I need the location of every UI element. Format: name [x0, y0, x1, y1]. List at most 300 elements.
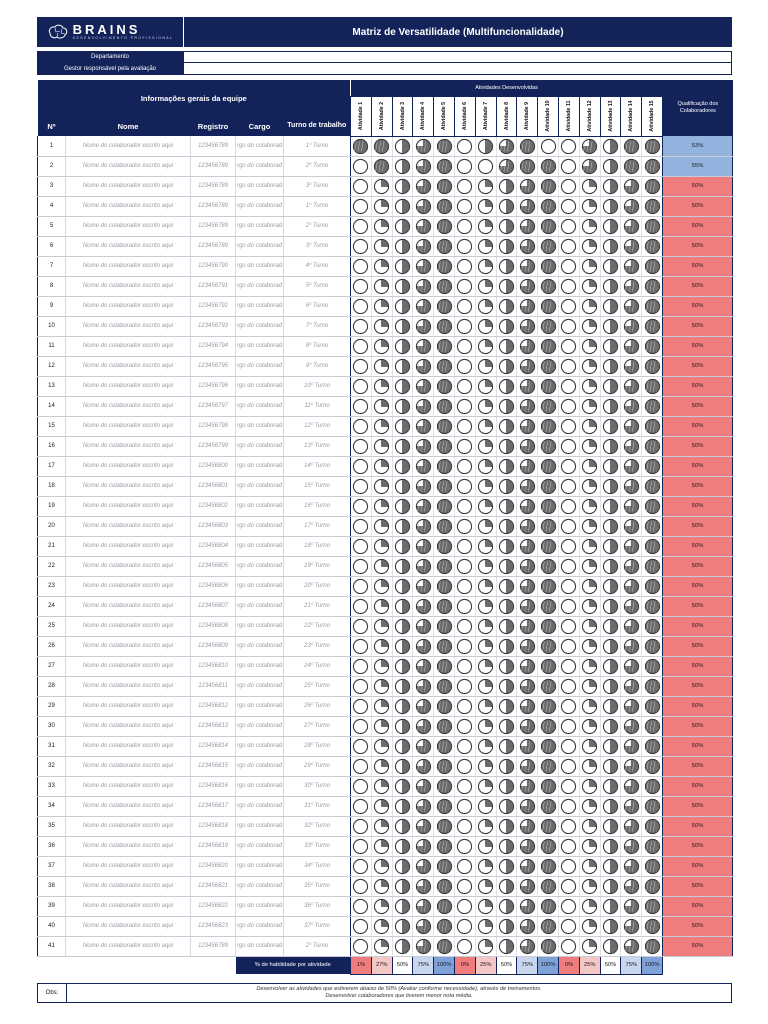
- skill-cell-activity-7[interactable]: [475, 136, 496, 156]
- skill-cell-activity-13[interactable]: [600, 136, 621, 156]
- skill-cell-activity-10[interactable]: [538, 836, 559, 856]
- employee-registration[interactable]: 123456815: [191, 756, 236, 776]
- employee-role[interactable]: rgo do colaborad: [236, 436, 284, 456]
- skill-cell-activity-15[interactable]: [642, 916, 663, 936]
- skill-cell-activity-3[interactable]: [392, 856, 413, 876]
- skill-cell-activity-15[interactable]: [642, 316, 663, 336]
- skill-cell-activity-6[interactable]: [455, 496, 476, 516]
- skill-cell-activity-13[interactable]: [600, 576, 621, 596]
- skill-cell-activity-14[interactable]: [621, 856, 642, 876]
- skill-cell-activity-7[interactable]: [475, 916, 496, 936]
- skill-cell-activity-15[interactable]: [642, 716, 663, 736]
- skill-cell-activity-8[interactable]: [496, 676, 517, 696]
- employee-shift[interactable]: 9º Turno: [284, 356, 351, 376]
- skill-cell-activity-2[interactable]: [371, 216, 392, 236]
- skill-cell-activity-12[interactable]: [579, 156, 600, 176]
- skill-cell-activity-5[interactable]: [434, 496, 455, 516]
- skill-cell-activity-7[interactable]: [475, 616, 496, 636]
- skill-cell-activity-3[interactable]: [392, 796, 413, 816]
- skill-cell-activity-1[interactable]: [351, 676, 372, 696]
- skill-cell-activity-7[interactable]: [475, 416, 496, 436]
- skill-cell-activity-2[interactable]: [371, 636, 392, 656]
- skill-cell-activity-1[interactable]: [351, 856, 372, 876]
- skill-cell-activity-14[interactable]: [621, 196, 642, 216]
- employee-shift[interactable]: 6º Turno: [284, 296, 351, 316]
- skill-cell-activity-11[interactable]: [559, 476, 580, 496]
- employee-name[interactable]: Nome do colaborador escrito aqui: [66, 916, 191, 936]
- skill-cell-activity-9[interactable]: [517, 496, 538, 516]
- skill-cell-activity-9[interactable]: [517, 416, 538, 436]
- skill-cell-activity-13[interactable]: [600, 556, 621, 576]
- skill-cell-activity-1[interactable]: [351, 656, 372, 676]
- employee-registration[interactable]: 123456823: [191, 916, 236, 936]
- skill-cell-activity-8[interactable]: [496, 416, 517, 436]
- skill-cell-activity-2[interactable]: [371, 816, 392, 836]
- skill-cell-activity-1[interactable]: [351, 816, 372, 836]
- employee-name[interactable]: Nome do colaborador escrito aqui: [66, 416, 191, 436]
- skill-cell-activity-5[interactable]: [434, 696, 455, 716]
- skill-cell-activity-2[interactable]: [371, 596, 392, 616]
- skill-cell-activity-5[interactable]: [434, 716, 455, 736]
- skill-cell-activity-10[interactable]: [538, 916, 559, 936]
- employee-shift[interactable]: 24º Turno: [284, 656, 351, 676]
- skill-cell-activity-1[interactable]: [351, 436, 372, 456]
- skill-cell-activity-15[interactable]: [642, 396, 663, 416]
- skill-cell-activity-4[interactable]: [413, 876, 434, 896]
- skill-cell-activity-12[interactable]: [579, 636, 600, 656]
- skill-cell-activity-12[interactable]: [579, 476, 600, 496]
- skill-cell-activity-11[interactable]: [559, 636, 580, 656]
- employee-registration[interactable]: 123456789: [191, 176, 236, 196]
- skill-cell-activity-1[interactable]: [351, 216, 372, 236]
- skill-cell-activity-5[interactable]: [434, 476, 455, 496]
- skill-cell-activity-4[interactable]: [413, 596, 434, 616]
- skill-cell-activity-2[interactable]: [371, 836, 392, 856]
- skill-cell-activity-3[interactable]: [392, 396, 413, 416]
- employee-name[interactable]: Nome do colaborador escrito aqui: [66, 276, 191, 296]
- skill-cell-activity-9[interactable]: [517, 176, 538, 196]
- employee-role[interactable]: rgo do colaborad: [236, 836, 284, 856]
- employee-role[interactable]: rgo do colaborad: [236, 856, 284, 876]
- skill-cell-activity-12[interactable]: [579, 596, 600, 616]
- skill-cell-activity-14[interactable]: [621, 736, 642, 756]
- skill-cell-activity-5[interactable]: [434, 536, 455, 556]
- employee-shift[interactable]: 5º Turno: [284, 276, 351, 296]
- skill-cell-activity-13[interactable]: [600, 736, 621, 756]
- skill-cell-activity-11[interactable]: [559, 776, 580, 796]
- skill-cell-activity-15[interactable]: [642, 876, 663, 896]
- employee-registration[interactable]: 123456807: [191, 596, 236, 616]
- skill-cell-activity-8[interactable]: [496, 236, 517, 256]
- skill-cell-activity-12[interactable]: [579, 296, 600, 316]
- skill-cell-activity-11[interactable]: [559, 856, 580, 876]
- employee-shift[interactable]: 28º Turno: [284, 736, 351, 756]
- employee-shift[interactable]: 1º Turno: [284, 196, 351, 216]
- skill-cell-activity-9[interactable]: [517, 556, 538, 576]
- skill-cell-activity-6[interactable]: [455, 196, 476, 216]
- employee-shift[interactable]: 18º Turno: [284, 536, 351, 556]
- skill-cell-activity-10[interactable]: [538, 516, 559, 536]
- skill-cell-activity-8[interactable]: [496, 276, 517, 296]
- skill-cell-activity-13[interactable]: [600, 396, 621, 416]
- skill-cell-activity-13[interactable]: [600, 916, 621, 936]
- employee-registration[interactable]: 123456789: [191, 936, 236, 956]
- employee-name[interactable]: Nome do colaborador escrito aqui: [66, 596, 191, 616]
- employee-role[interactable]: rgo do colaborad: [236, 476, 284, 496]
- employee-shift[interactable]: 35º Turno: [284, 876, 351, 896]
- employee-shift[interactable]: 29º Turno: [284, 756, 351, 776]
- skill-cell-activity-10[interactable]: [538, 176, 559, 196]
- skill-cell-activity-11[interactable]: [559, 196, 580, 216]
- skill-cell-activity-6[interactable]: [455, 736, 476, 756]
- skill-cell-activity-7[interactable]: [475, 836, 496, 856]
- skill-cell-activity-13[interactable]: [600, 436, 621, 456]
- skill-cell-activity-15[interactable]: [642, 376, 663, 396]
- skill-cell-activity-5[interactable]: [434, 856, 455, 876]
- skill-cell-activity-11[interactable]: [559, 236, 580, 256]
- employee-name[interactable]: Nome do colaborador escrito aqui: [66, 536, 191, 556]
- skill-cell-activity-5[interactable]: [434, 416, 455, 436]
- employee-name[interactable]: Nome do colaborador escrito aqui: [66, 656, 191, 676]
- skill-cell-activity-1[interactable]: [351, 736, 372, 756]
- skill-cell-activity-4[interactable]: [413, 236, 434, 256]
- employee-role[interactable]: rgo do colaborad: [236, 496, 284, 516]
- skill-cell-activity-10[interactable]: [538, 596, 559, 616]
- skill-cell-activity-6[interactable]: [455, 456, 476, 476]
- skill-cell-activity-15[interactable]: [642, 556, 663, 576]
- skill-cell-activity-11[interactable]: [559, 676, 580, 696]
- skill-cell-activity-12[interactable]: [579, 456, 600, 476]
- skill-cell-activity-10[interactable]: [538, 756, 559, 776]
- skill-cell-activity-7[interactable]: [475, 336, 496, 356]
- skill-cell-activity-15[interactable]: [642, 516, 663, 536]
- employee-registration[interactable]: 123456793: [191, 316, 236, 336]
- skill-cell-activity-9[interactable]: [517, 516, 538, 536]
- skill-cell-activity-6[interactable]: [455, 696, 476, 716]
- skill-cell-activity-4[interactable]: [413, 896, 434, 916]
- employee-name[interactable]: Nome do colaborador escrito aqui: [66, 616, 191, 636]
- skill-cell-activity-10[interactable]: [538, 816, 559, 836]
- skill-cell-activity-11[interactable]: [559, 496, 580, 516]
- employee-name[interactable]: Nome do colaborador escrito aqui: [66, 856, 191, 876]
- employee-shift[interactable]: 11º Turno: [284, 396, 351, 416]
- employee-registration[interactable]: 123456811: [191, 676, 236, 696]
- skill-cell-activity-11[interactable]: [559, 716, 580, 736]
- skill-cell-activity-7[interactable]: [475, 776, 496, 796]
- employee-name[interactable]: Nome do colaborador escrito aqui: [66, 196, 191, 216]
- skill-cell-activity-15[interactable]: [642, 456, 663, 476]
- skill-cell-activity-11[interactable]: [559, 876, 580, 896]
- skill-cell-activity-13[interactable]: [600, 336, 621, 356]
- employee-role[interactable]: rgo do colaborad: [236, 316, 284, 336]
- skill-cell-activity-1[interactable]: [351, 556, 372, 576]
- employee-registration[interactable]: 123456806: [191, 576, 236, 596]
- skill-cell-activity-13[interactable]: [600, 276, 621, 296]
- skill-cell-activity-14[interactable]: [621, 176, 642, 196]
- skill-cell-activity-12[interactable]: [579, 176, 600, 196]
- skill-cell-activity-9[interactable]: [517, 896, 538, 916]
- skill-cell-activity-2[interactable]: [371, 276, 392, 296]
- skill-cell-activity-3[interactable]: [392, 256, 413, 276]
- skill-cell-activity-1[interactable]: [351, 576, 372, 596]
- skill-cell-activity-6[interactable]: [455, 856, 476, 876]
- employee-role[interactable]: rgo do colaborad: [236, 656, 284, 676]
- skill-cell-activity-6[interactable]: [455, 516, 476, 536]
- skill-cell-activity-3[interactable]: [392, 636, 413, 656]
- skill-cell-activity-1[interactable]: [351, 916, 372, 936]
- skill-cell-activity-13[interactable]: [600, 536, 621, 556]
- skill-cell-activity-15[interactable]: [642, 816, 663, 836]
- skill-cell-activity-12[interactable]: [579, 796, 600, 816]
- skill-cell-activity-6[interactable]: [455, 836, 476, 856]
- skill-cell-activity-6[interactable]: [455, 816, 476, 836]
- skill-cell-activity-2[interactable]: [371, 616, 392, 636]
- employee-name[interactable]: Nome do colaborador escrito aqui: [66, 376, 191, 396]
- employee-role[interactable]: rgo do colaborad: [236, 216, 284, 236]
- employee-shift[interactable]: 21º Turno: [284, 596, 351, 616]
- skill-cell-activity-5[interactable]: [434, 796, 455, 816]
- skill-cell-activity-3[interactable]: [392, 836, 413, 856]
- skill-cell-activity-12[interactable]: [579, 916, 600, 936]
- skill-cell-activity-14[interactable]: [621, 496, 642, 516]
- skill-cell-activity-14[interactable]: [621, 296, 642, 316]
- skill-cell-activity-10[interactable]: [538, 716, 559, 736]
- skill-cell-activity-5[interactable]: [434, 676, 455, 696]
- employee-name[interactable]: Nome do colaborador escrito aqui: [66, 736, 191, 756]
- skill-cell-activity-4[interactable]: [413, 176, 434, 196]
- skill-cell-activity-12[interactable]: [579, 676, 600, 696]
- skill-cell-activity-11[interactable]: [559, 916, 580, 936]
- employee-name[interactable]: Nome do colaborador escrito aqui: [66, 256, 191, 276]
- skill-cell-activity-1[interactable]: [351, 796, 372, 816]
- skill-cell-activity-1[interactable]: [351, 176, 372, 196]
- skill-cell-activity-11[interactable]: [559, 336, 580, 356]
- skill-cell-activity-5[interactable]: [434, 216, 455, 236]
- skill-cell-activity-5[interactable]: [434, 376, 455, 396]
- skill-cell-activity-6[interactable]: [455, 236, 476, 256]
- employee-shift[interactable]: 15º Turno: [284, 476, 351, 496]
- skill-cell-activity-11[interactable]: [559, 816, 580, 836]
- skill-cell-activity-8[interactable]: [496, 616, 517, 636]
- skill-cell-activity-10[interactable]: [538, 656, 559, 676]
- skill-cell-activity-12[interactable]: [579, 736, 600, 756]
- skill-cell-activity-14[interactable]: [621, 936, 642, 956]
- skill-cell-activity-5[interactable]: [434, 876, 455, 896]
- skill-cell-activity-15[interactable]: [642, 336, 663, 356]
- skill-cell-activity-7[interactable]: [475, 636, 496, 656]
- employee-role[interactable]: rgo do colaborad: [236, 336, 284, 356]
- skill-cell-activity-2[interactable]: [371, 196, 392, 216]
- skill-cell-activity-4[interactable]: [413, 336, 434, 356]
- skill-cell-activity-3[interactable]: [392, 676, 413, 696]
- employee-shift[interactable]: 26º Turno: [284, 696, 351, 716]
- skill-cell-activity-14[interactable]: [621, 796, 642, 816]
- employee-name[interactable]: Nome do colaborador escrito aqui: [66, 336, 191, 356]
- employee-shift[interactable]: 13º Turno: [284, 436, 351, 456]
- employee-shift[interactable]: 33º Turno: [284, 836, 351, 856]
- employee-role[interactable]: rgo do colaborad: [236, 696, 284, 716]
- skill-cell-activity-4[interactable]: [413, 436, 434, 456]
- skill-cell-activity-15[interactable]: [642, 296, 663, 316]
- skill-cell-activity-6[interactable]: [455, 776, 476, 796]
- skill-cell-activity-5[interactable]: [434, 436, 455, 456]
- skill-cell-activity-15[interactable]: [642, 276, 663, 296]
- skill-cell-activity-8[interactable]: [496, 396, 517, 416]
- employee-shift[interactable]: 3º Turno: [284, 236, 351, 256]
- skill-cell-activity-6[interactable]: [455, 276, 476, 296]
- skill-cell-activity-4[interactable]: [413, 696, 434, 716]
- employee-role[interactable]: rgo do colaborad: [236, 636, 284, 656]
- skill-cell-activity-11[interactable]: [559, 796, 580, 816]
- skill-cell-activity-11[interactable]: [559, 896, 580, 916]
- skill-cell-activity-14[interactable]: [621, 716, 642, 736]
- skill-cell-activity-5[interactable]: [434, 776, 455, 796]
- skill-cell-activity-12[interactable]: [579, 616, 600, 636]
- skill-cell-activity-4[interactable]: [413, 556, 434, 576]
- skill-cell-activity-2[interactable]: [371, 776, 392, 796]
- skill-cell-activity-8[interactable]: [496, 576, 517, 596]
- skill-cell-activity-8[interactable]: [496, 156, 517, 176]
- skill-cell-activity-8[interactable]: [496, 296, 517, 316]
- skill-cell-activity-13[interactable]: [600, 236, 621, 256]
- skill-cell-activity-8[interactable]: [496, 896, 517, 916]
- skill-cell-activity-7[interactable]: [475, 856, 496, 876]
- skill-cell-activity-13[interactable]: [600, 456, 621, 476]
- skill-cell-activity-4[interactable]: [413, 616, 434, 636]
- skill-cell-activity-2[interactable]: [371, 316, 392, 336]
- skill-cell-activity-11[interactable]: [559, 656, 580, 676]
- skill-cell-activity-13[interactable]: [600, 836, 621, 856]
- skill-cell-activity-13[interactable]: [600, 156, 621, 176]
- skill-cell-activity-10[interactable]: [538, 236, 559, 256]
- skill-cell-activity-14[interactable]: [621, 556, 642, 576]
- skill-cell-activity-5[interactable]: [434, 296, 455, 316]
- skill-cell-activity-12[interactable]: [579, 496, 600, 516]
- skill-cell-activity-12[interactable]: [579, 756, 600, 776]
- employee-shift[interactable]: 37º Turno: [284, 916, 351, 936]
- skill-cell-activity-4[interactable]: [413, 576, 434, 596]
- skill-cell-activity-11[interactable]: [559, 156, 580, 176]
- skill-cell-activity-4[interactable]: [413, 536, 434, 556]
- skill-cell-activity-14[interactable]: [621, 896, 642, 916]
- skill-cell-activity-8[interactable]: [496, 856, 517, 876]
- skill-cell-activity-9[interactable]: [517, 736, 538, 756]
- skill-cell-activity-4[interactable]: [413, 836, 434, 856]
- skill-cell-activity-14[interactable]: [621, 216, 642, 236]
- employee-name[interactable]: Nome do colaborador escrito aqui: [66, 316, 191, 336]
- skill-cell-activity-7[interactable]: [475, 316, 496, 336]
- skill-cell-activity-1[interactable]: [351, 896, 372, 916]
- skill-cell-activity-14[interactable]: [621, 516, 642, 536]
- skill-cell-activity-10[interactable]: [538, 376, 559, 396]
- skill-cell-activity-12[interactable]: [579, 936, 600, 956]
- skill-cell-activity-4[interactable]: [413, 356, 434, 376]
- skill-cell-activity-14[interactable]: [621, 696, 642, 716]
- skill-cell-activity-12[interactable]: [579, 196, 600, 216]
- skill-cell-activity-15[interactable]: [642, 756, 663, 776]
- skill-cell-activity-3[interactable]: [392, 736, 413, 756]
- skill-cell-activity-6[interactable]: [455, 536, 476, 556]
- skill-cell-activity-8[interactable]: [496, 916, 517, 936]
- skill-cell-activity-9[interactable]: [517, 436, 538, 456]
- skill-cell-activity-5[interactable]: [434, 836, 455, 856]
- skill-cell-activity-11[interactable]: [559, 456, 580, 476]
- skill-cell-activity-8[interactable]: [496, 596, 517, 616]
- skill-cell-activity-9[interactable]: [517, 776, 538, 796]
- employee-role[interactable]: rgo do colaborad: [236, 576, 284, 596]
- skill-cell-activity-14[interactable]: [621, 636, 642, 656]
- employee-registration[interactable]: 123456808: [191, 616, 236, 636]
- skill-cell-activity-14[interactable]: [621, 536, 642, 556]
- skill-cell-activity-14[interactable]: [621, 336, 642, 356]
- skill-cell-activity-10[interactable]: [538, 676, 559, 696]
- skill-cell-activity-15[interactable]: [642, 636, 663, 656]
- skill-cell-activity-8[interactable]: [496, 256, 517, 276]
- skill-cell-activity-1[interactable]: [351, 596, 372, 616]
- skill-cell-activity-9[interactable]: [517, 216, 538, 236]
- employee-registration[interactable]: 123456802: [191, 496, 236, 516]
- skill-cell-activity-13[interactable]: [600, 816, 621, 836]
- skill-cell-activity-10[interactable]: [538, 196, 559, 216]
- skill-cell-activity-7[interactable]: [475, 796, 496, 816]
- skill-cell-activity-6[interactable]: [455, 176, 476, 196]
- skill-cell-activity-15[interactable]: [642, 136, 663, 156]
- skill-cell-activity-12[interactable]: [579, 816, 600, 836]
- skill-cell-activity-2[interactable]: [371, 656, 392, 676]
- skill-cell-activity-9[interactable]: [517, 596, 538, 616]
- skill-cell-activity-14[interactable]: [621, 256, 642, 276]
- skill-cell-activity-5[interactable]: [434, 656, 455, 676]
- skill-cell-activity-6[interactable]: [455, 676, 476, 696]
- employee-role[interactable]: rgo do colaborad: [236, 816, 284, 836]
- skill-cell-activity-4[interactable]: [413, 376, 434, 396]
- employee-name[interactable]: Nome do colaborador escrito aqui: [66, 516, 191, 536]
- skill-cell-activity-7[interactable]: [475, 676, 496, 696]
- skill-cell-activity-6[interactable]: [455, 716, 476, 736]
- skill-cell-activity-15[interactable]: [642, 936, 663, 956]
- skill-cell-activity-6[interactable]: [455, 356, 476, 376]
- skill-cell-activity-2[interactable]: [371, 856, 392, 876]
- skill-cell-activity-10[interactable]: [538, 476, 559, 496]
- skill-cell-activity-13[interactable]: [600, 376, 621, 396]
- skill-cell-activity-12[interactable]: [579, 356, 600, 376]
- skill-cell-activity-10[interactable]: [538, 496, 559, 516]
- skill-cell-activity-9[interactable]: [517, 376, 538, 396]
- employee-registration[interactable]: 123456821: [191, 876, 236, 896]
- skill-cell-activity-6[interactable]: [455, 476, 476, 496]
- skill-cell-activity-13[interactable]: [600, 476, 621, 496]
- skill-cell-activity-15[interactable]: [642, 416, 663, 436]
- skill-cell-activity-10[interactable]: [538, 556, 559, 576]
- skill-cell-activity-2[interactable]: [371, 756, 392, 776]
- skill-cell-activity-5[interactable]: [434, 896, 455, 916]
- skill-cell-activity-12[interactable]: [579, 396, 600, 416]
- skill-cell-activity-12[interactable]: [579, 836, 600, 856]
- employee-shift[interactable]: 3º Turno: [284, 176, 351, 196]
- skill-cell-activity-9[interactable]: [517, 616, 538, 636]
- employee-registration[interactable]: 123456794: [191, 336, 236, 356]
- employee-registration[interactable]: 123456805: [191, 556, 236, 576]
- skill-cell-activity-7[interactable]: [475, 476, 496, 496]
- skill-cell-activity-3[interactable]: [392, 356, 413, 376]
- skill-cell-activity-14[interactable]: [621, 756, 642, 776]
- skill-cell-activity-10[interactable]: [538, 636, 559, 656]
- employee-name[interactable]: Nome do colaborador escrito aqui: [66, 636, 191, 656]
- skill-cell-activity-2[interactable]: [371, 136, 392, 156]
- skill-cell-activity-12[interactable]: [579, 656, 600, 676]
- employee-role[interactable]: rgo do colaborad: [236, 736, 284, 756]
- skill-cell-activity-6[interactable]: [455, 436, 476, 456]
